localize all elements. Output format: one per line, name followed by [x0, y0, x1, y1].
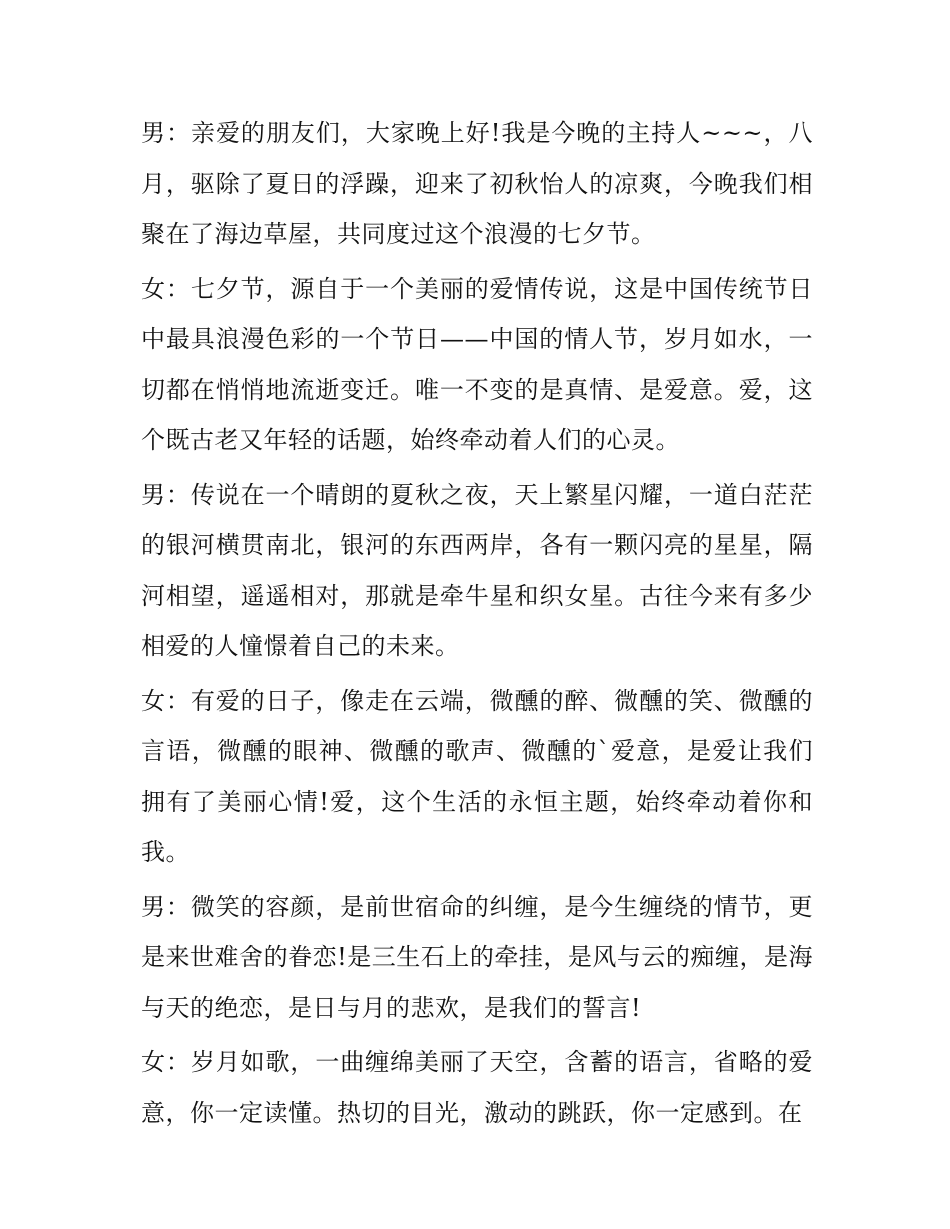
paragraph-female-1 [141, 264, 813, 466]
paragraph-female-2 [141, 676, 813, 878]
paragraph-text: 微笑的容颜，是前世宿命的纠缠，是今生缠绕的情节，更是来世难舍的眷恋!是三生石上的牵挂，是风与云的痴缠，是海与天的绝恋，是日与月的悲欢，是我们的誓言! [141, 892, 814, 1022]
speaker-label: 男： [141, 119, 191, 147]
speaker-label: 男： [141, 892, 191, 921]
paragraph-text: 传说在一个晴朗的夏秋之夜，天上繁星闪耀，一道白茫茫的银河横贯南北，银河的东西两岸，各有一颗闪亮的星星，隔河相望，遥遥相对，那就是牵牛星和织女星。古往今来有多少相爱的人憧憬着自己的未来。 [141, 480, 814, 660]
document-body [141, 108, 813, 1142]
paragraph-text: 七夕节，源自于一个美丽的爱情传说，这是中国传统节日中最具浪漫色彩的一个节日——中国的情人节，岁月如水，一切都在悄悄地流逝变迁。唯一不变的是真情、是爱意。爱，这个既古老又年轻的话题，始终牵动着人们的心灵。 [141, 274, 814, 454]
speaker-label: 男： [141, 480, 191, 509]
paragraph-text: 岁月如歌，一曲缠绵美丽了天空，含蓄的语言，省略的爱意，你一定读懂。热切的目光，激动的跳跃，你一定感到。在 [141, 1048, 814, 1127]
speaker-label: 女： [141, 274, 191, 303]
paragraph-text: 亲爱的朋友们，大家晚上好!我是今晚的主持人~~~，八月，驱除了夏日的浮躁，迎来了初秋怡人的凉爽，今晚我们相聚在了海边草屋，共同度过这个浪漫的七夕节。 [141, 119, 813, 248]
speaker-label: 女： [141, 686, 191, 715]
paragraph-male-2 [141, 470, 813, 672]
speaker-label: 女： [141, 1048, 191, 1076]
paragraph-male-1 [141, 108, 813, 260]
paragraph-male-3 [141, 882, 813, 1034]
paragraph-female-3 [141, 1037, 813, 1138]
paragraph-text: 有爱的日子，像走在云端，微醺的醉、微醺的笑、微醺的言语，微醺的眼神、微醺的歌声、微醺的`爱意，是爱让我们拥有了美丽心情!爱，这个生活的永恒主题，始终牵动着你和我。 [141, 686, 814, 866]
